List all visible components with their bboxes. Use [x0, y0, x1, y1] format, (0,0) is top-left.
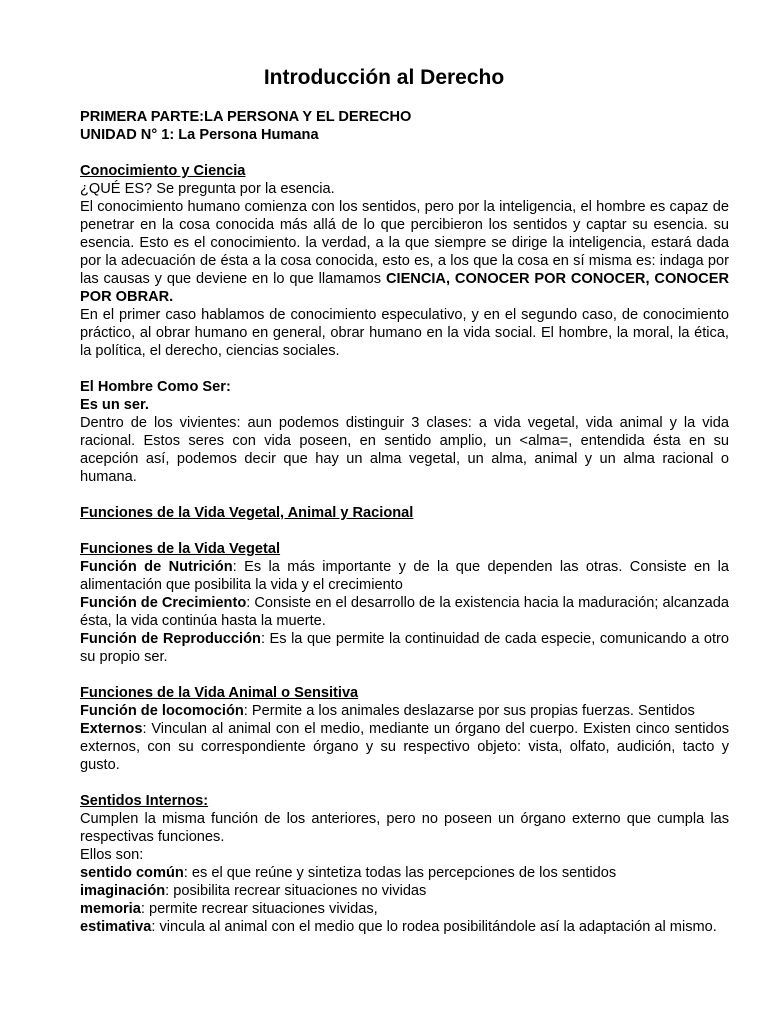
- list-item: [80, 702, 729, 720]
- paragraph-vivientes: Dentro de los vivientes: aun podemos distinguir 3 clases: a vida vegetal, vida animal y la vida racional. Estos seres con vida poseen, en sentido amplio, un <alma=, entendida ésta en su acepción así, podemos decir que hay un alma vegetal, un alma, animal y un alma racional o humana.: [80, 415, 729, 485]
- spacer: [80, 144, 729, 162]
- item-term: sentido común: [80, 865, 184, 881]
- item-term: memoria: [80, 901, 141, 917]
- list-item: [80, 900, 729, 918]
- item-text: : Vinculan al animal con el medio, mediante un órgano del cuerpo. Existen cinco sentidos externos, con su correspondiente órgano y su respectivo objeto: vista, olfato, audición, tacto y gusto.: [80, 721, 729, 773]
- section-heading-vida-vegetal: Funciones de la Vida Vegetal: [80, 541, 281, 557]
- spacer: [80, 666, 729, 684]
- item-text: : Es la que permite la continuidad de cada especie, comunicando a otro su propio ser.: [80, 631, 729, 665]
- paragraph-conocimiento: [80, 198, 729, 306]
- item-term: Función de Crecimiento: [80, 595, 247, 611]
- item-term: imaginación: [80, 883, 166, 899]
- unit-heading: UNIDAD N° 1: La Persona Humana: [80, 127, 319, 143]
- item-term: Externos: [80, 721, 143, 737]
- paragraph-sentidos-intro: Cumplen la misma función de los anteriores, pero no poseen un órgano externo que cumpla las respectivas funciones.: [80, 811, 729, 845]
- paragraph-bold-text: CIENCIA, CONOCER POR CONOCER, CONOCER POR OBRAR.: [80, 271, 729, 305]
- paragraph-ellos-son: Ellos son:: [80, 847, 144, 863]
- spacer: [80, 486, 729, 504]
- item-text: : permite recrear situaciones vividas,: [140, 901, 378, 917]
- list-item: [80, 864, 729, 882]
- paragraph-question: ¿QUÉ ES? Se pregunta por la esencia.: [80, 181, 335, 197]
- section-heading-funciones: Funciones de la Vida Vegetal, Animal y Racional: [80, 505, 414, 521]
- section-heading-conocimiento: Conocimiento y Ciencia: [80, 163, 246, 179]
- paragraph-text: El conocimiento humano comienza con los sentidos, pero por la inteligencia, el hombre es capaz de penetrar en la cosa conocida más allá de lo que percibieron los sentidos y captar su esencia. su esencia. Esto es el conocimiento. la verdad, a la que siempre se dirige la inteligencia, estará dada por la adecuación de ésta a la cosa conocida, esto es, a los que la cosa en sí misma es: indaga por las causas y que deviene en lo que llamamos: [80, 199, 729, 287]
- subheading-es-un-ser: Es un ser.: [80, 397, 149, 413]
- spacer: [80, 774, 729, 792]
- item-text: : vincula al animal con el medio que lo rodea posibilitándole así la adaptación al mismo.: [151, 919, 717, 935]
- list-item: [80, 558, 729, 594]
- item-text: : Es la más importante y de la que dependen las otras. Consiste en la alimentación que posibilita la vida y el crecimiento: [80, 559, 729, 593]
- item-term: Función de locomoción: [80, 703, 244, 719]
- list-item: [80, 918, 729, 936]
- paragraph-especulativo: En el primer caso hablamos de conocimiento especulativo, y en el segundo caso, de conocimiento práctico, al obrar humano en general, obrar humano en la vida social. El hombre, la moral, la ética, la política, el derecho, ciencias sociales.: [80, 307, 729, 359]
- list-item: [80, 630, 729, 666]
- document-title: Introducción al Derecho: [263, 66, 505, 89]
- list-item: [80, 882, 729, 900]
- section-heading-vida-animal: Funciones de la Vida Animal o Sensitiva: [80, 685, 359, 701]
- list-item: [80, 594, 729, 630]
- spacer: [80, 360, 729, 378]
- item-text: : Consiste en el desarrollo de la existencia hacia la maduración; alcanzada ésta, la vida continúa hasta la muerte.: [80, 595, 730, 629]
- item-text: : es el que reúne y sintetiza todas las percepciones de los sentidos: [183, 865, 617, 881]
- document-body: [80, 108, 729, 936]
- part-heading: PRIMERA PARTE:LA PERSONA Y EL DERECHO: [80, 109, 412, 125]
- section-heading-sentidos-internos: Sentidos Internos:: [80, 793, 209, 809]
- section-heading-hombre: El Hombre Como Ser:: [80, 379, 231, 395]
- item-term: estimativa: [80, 919, 152, 935]
- item-text: : Permite a los animales deslazarse por sus propias fuerzas. Sentidos: [243, 703, 695, 719]
- spacer: [80, 522, 729, 540]
- item-term: Función de Nutrición: [80, 559, 233, 575]
- item-text: : posibilita recrear situaciones no vividas: [165, 883, 427, 899]
- item-term: Función de Reproducción: [80, 631, 261, 647]
- list-item: [80, 720, 729, 774]
